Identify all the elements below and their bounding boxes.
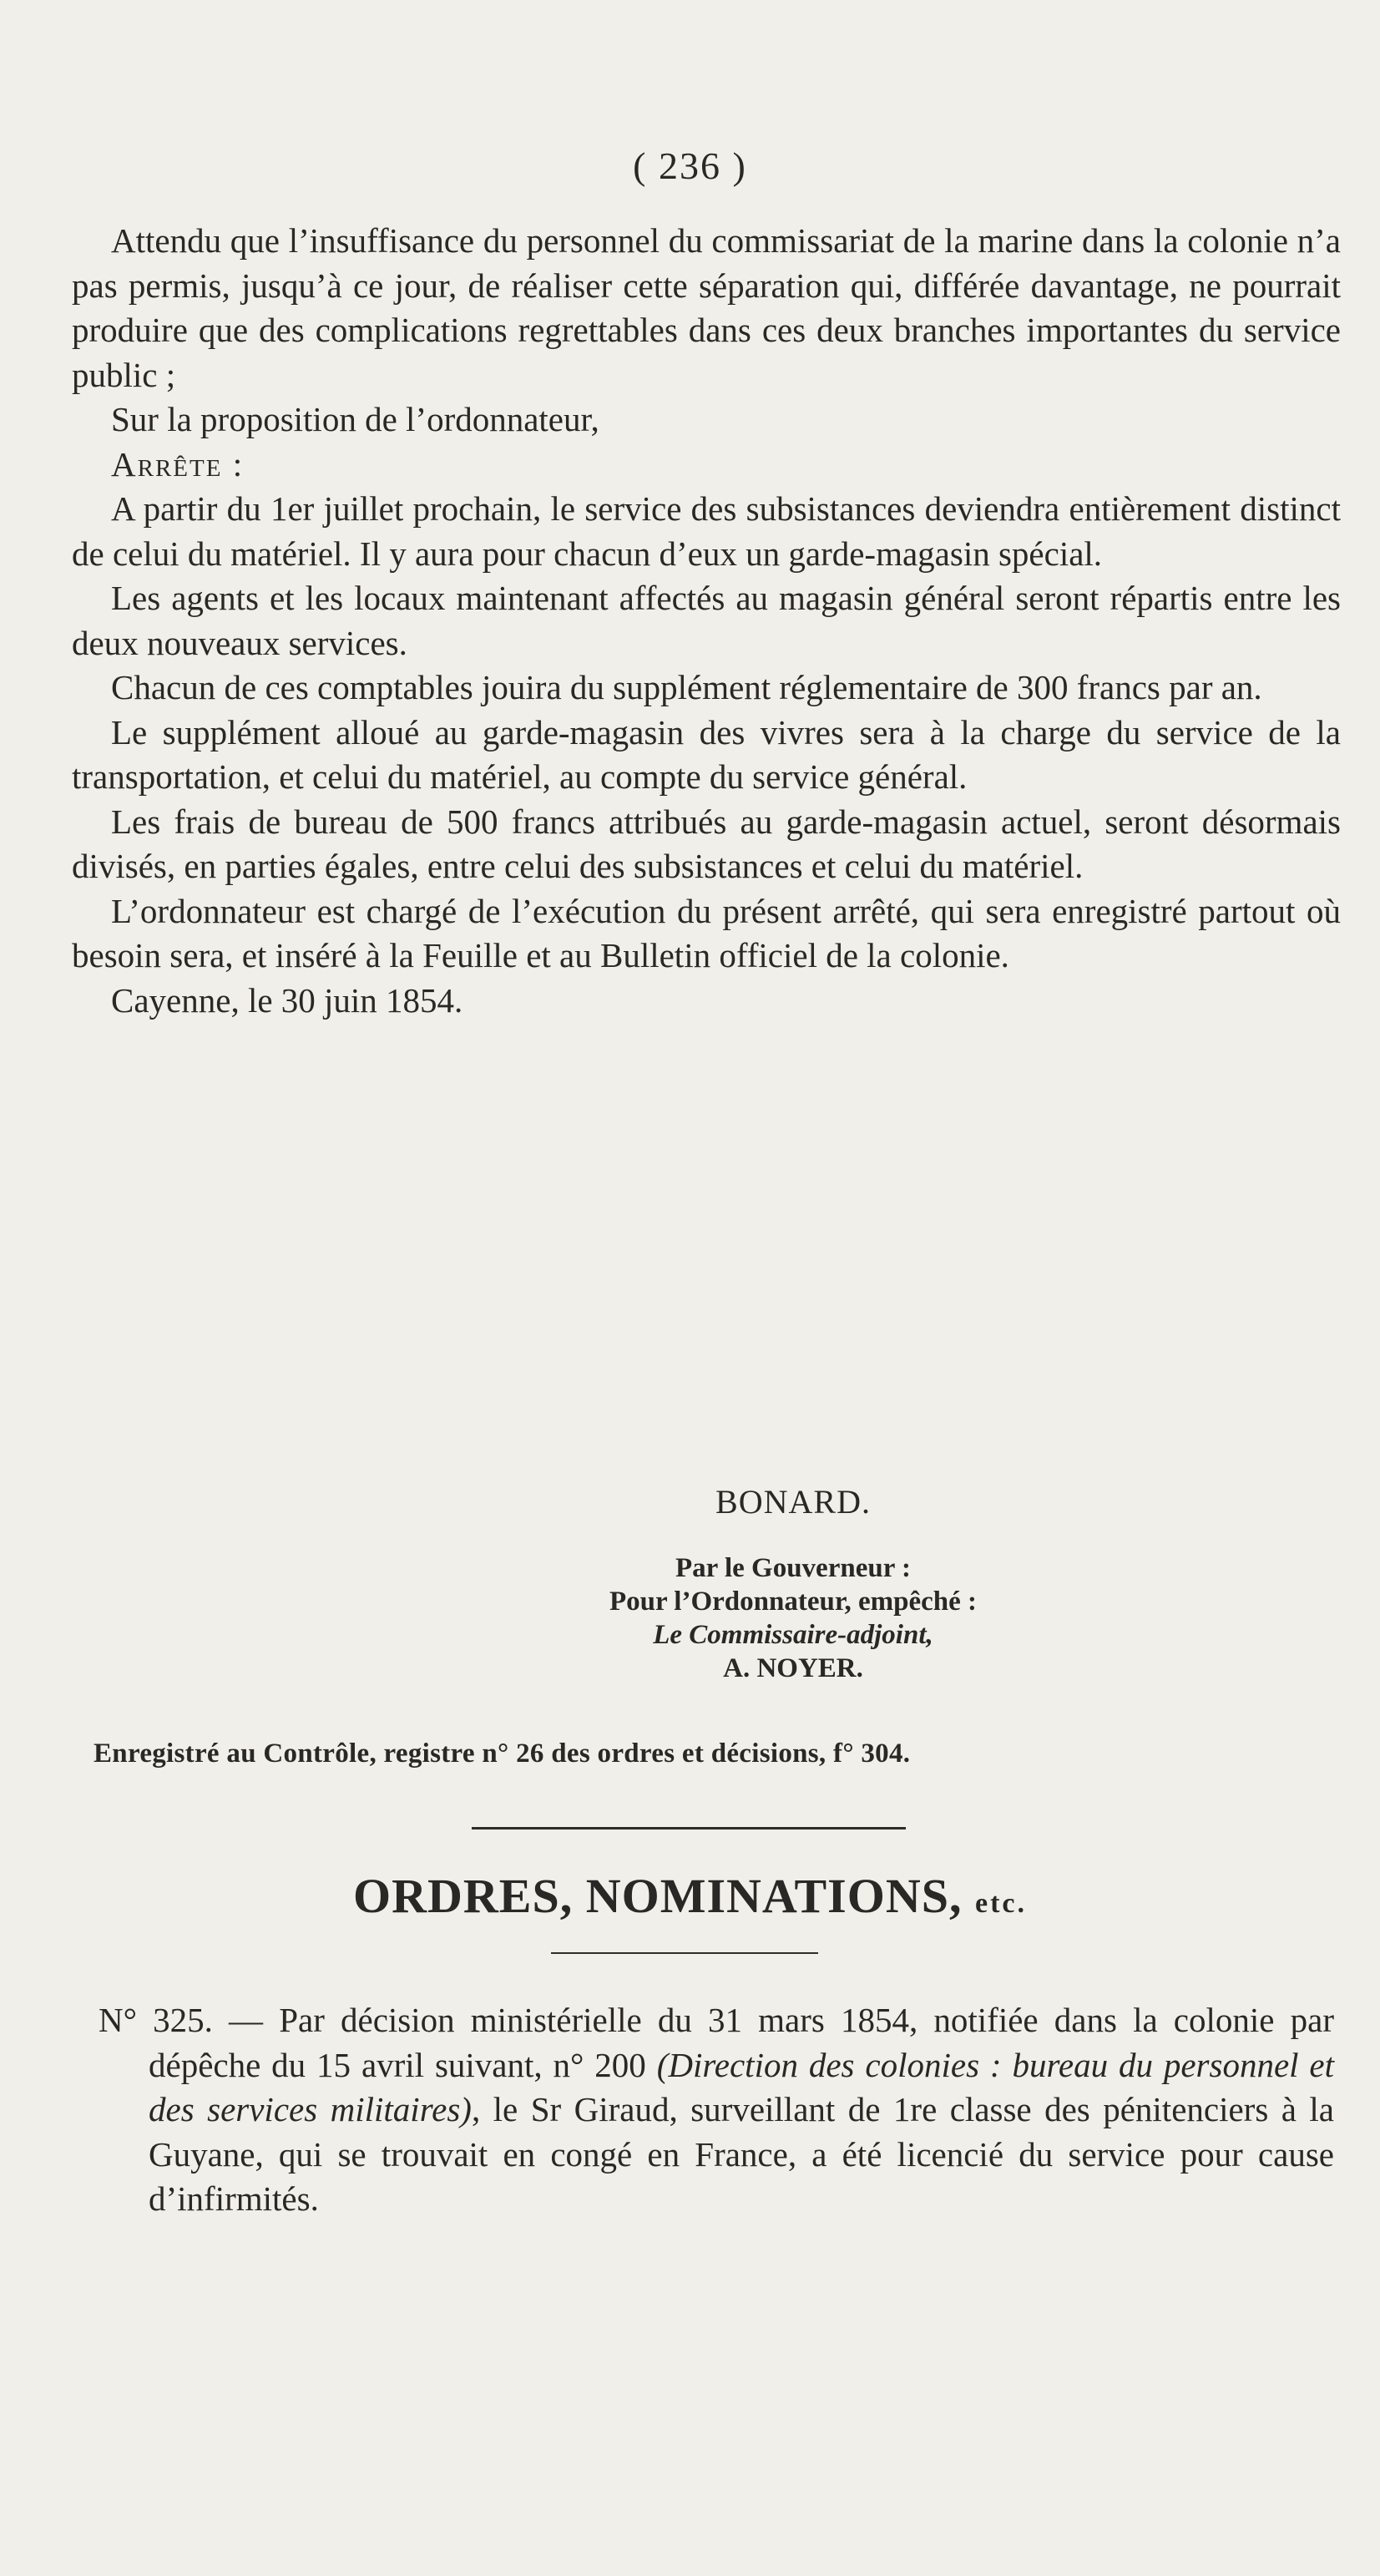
- order-rest-text: , le Sr Giraud, surveillant de 1re classe des pénitenciers à la Guyane, qui se trouvait en congé en France, a été licencié du service pour cause d’infirmités.: [149, 2090, 1335, 2218]
- paragraph-article-3: Chacun de ces comptables jouira du supplément réglementaire de 300 francs par an.: [111, 668, 1262, 706]
- decree-body: [72, 219, 1341, 1023]
- divider-top: [472, 1827, 906, 1830]
- paragraph-article-1: A partir du 1er juillet prochain, le service des subsistances deviendra entièrement distinct de celui du matériel. Il y aura pour chacun d’eux un garde-magasin spécial.: [72, 489, 1341, 573]
- order-paragraph: [99, 1998, 1334, 2222]
- paragraph-attendu: Attendu que l’insuffisance du personnel du commissariat de la marine dans la colonie n’a pas permis, jusqu’à ce jour, de réaliser cette séparation qui, différée davantage, ne pourrait produire que des complications regrettables dans ces deux branches importantes du service public ;: [72, 221, 1341, 394]
- paragraph-article-5: Les frais de bureau de 500 francs attribués au garde-magasin actuel, seront désormais divisés, en parties égales, entre celui des subsistances et celui du matériel.: [72, 802, 1341, 885]
- signature-line-3: Le Commissaire-adjoint,: [653, 1620, 933, 1650]
- signature-name: BONARD.: [715, 1483, 871, 1521]
- signature-line-1: Par le Gouverneur :: [675, 1553, 911, 1583]
- page-number: ( 236 ): [633, 144, 747, 187]
- paragraph-proposition: Sur la proposition de l’ordonnateur,: [111, 400, 599, 438]
- order-italic-text: (Direction des colonies : bureau du personnel et des services militaires): [149, 2045, 1335, 2128]
- section-heading-title: ORDRES, NOMINATIONS,: [352, 1869, 963, 1923]
- paragraph-article-6: L’ordonnateur est chargé de l’exécution du présent arrêté, qui sera enregistré partout où besoin sera, et inséré à la Feuille et au Bulletin officiel de la colonie.: [72, 891, 1341, 974]
- section-heading-etc: etc.: [975, 1888, 1028, 1919]
- section-heading: [0, 1868, 1380, 1924]
- paragraph-article-2: Les agents et les locaux maintenant affectés au magasin général seront répartis entre les deux nouveaux services.: [72, 579, 1341, 662]
- paragraph-date: Cayenne, le 30 juin 1854.: [111, 980, 463, 1020]
- order-number-text: N° 325. — Par décision ministérielle du 31 mars 1854, notifiée dans la colonie par dépêche du 15 avril suivant, n° 200: [99, 2001, 1334, 2084]
- signature-line-2: Pour l’Ordonnateur, empêché :: [609, 1587, 977, 1617]
- divider-bottom: [551, 1952, 818, 1954]
- signature-block: [501, 1551, 1085, 1685]
- paragraph-article-4: Le supplément alloué au garde-magasin des vivres sera à la charge du service de la transportation, et celui du matériel, au compte du service général.: [72, 712, 1341, 796]
- paragraph-arrete: Arrête :: [111, 444, 245, 483]
- signature-line-4: A. NOYER.: [723, 1653, 863, 1683]
- order-entry: [99, 1998, 1334, 2222]
- registry-note: Enregistré au Contrôle, registre n° 26 des ordres et décisions, f° 304.: [94, 1738, 911, 1769]
